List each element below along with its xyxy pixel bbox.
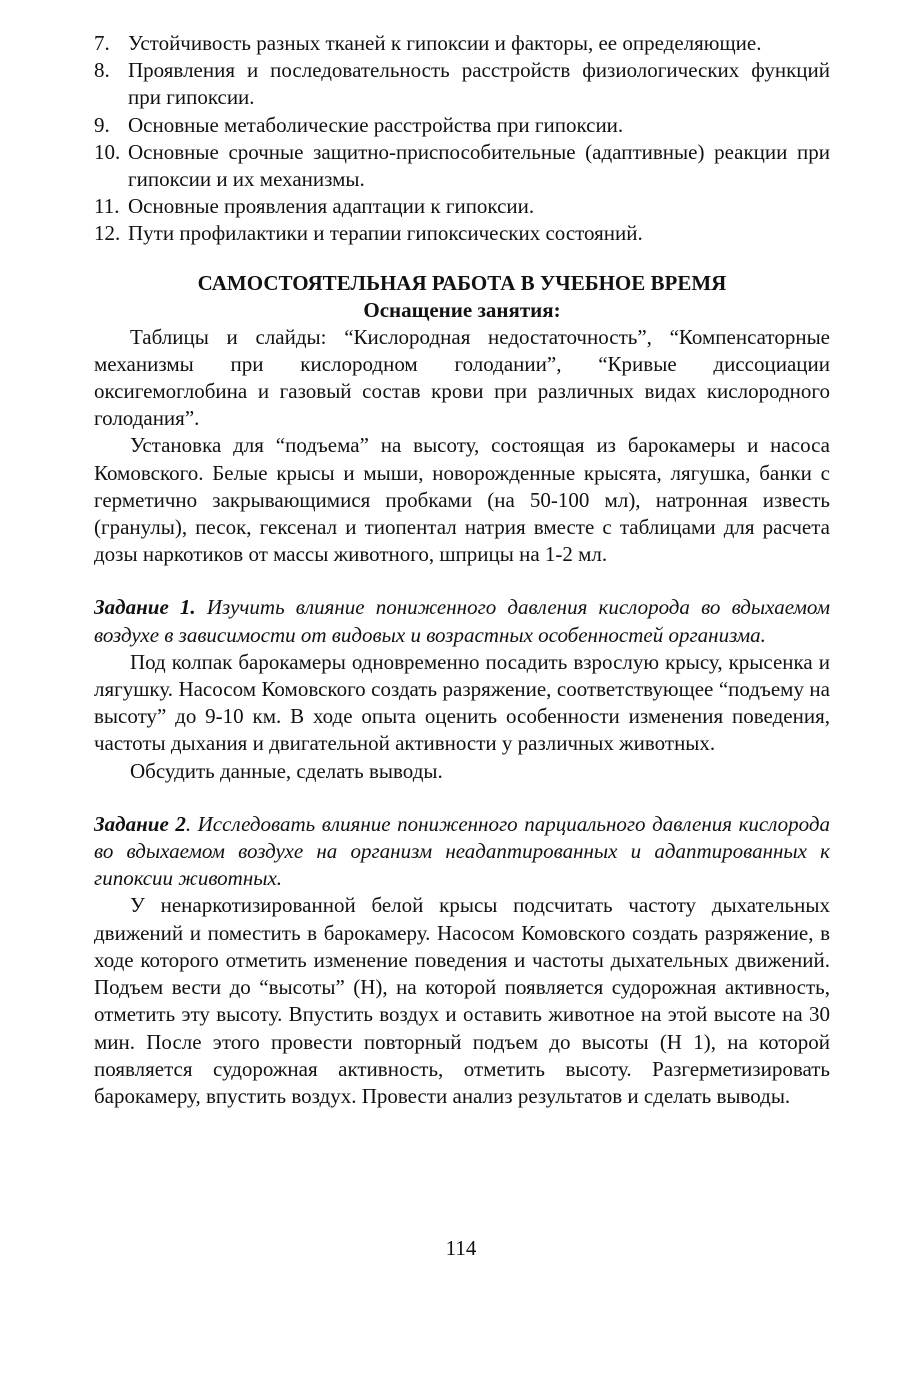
- task-paragraph: Обсудить данные, сделать выводы.: [130, 758, 443, 783]
- equipment-paragraph: Установка для “подъема” на высоту, состоящая из барокамеры и насоса Комовского. Белые крысы и мыши, новорожденные крысята, лягушка, банки с герметично закрывающимися пробками (на 50-100 мл), натронная известь (гранулы), песок, гексенал и тиопентал натрия вместе с таблицами для расчета дозы наркотиков от массы животного, шприцы на 1-2 мл.: [94, 433, 830, 567]
- list-item-number: 8.: [94, 58, 110, 83]
- task-1: [94, 594, 830, 784]
- task-heading: [94, 594, 830, 648]
- list-item: [94, 30, 830, 57]
- section-title: САМОСТОЯТЕЛЬНАЯ РАБОТА В УЧЕБНОЕ ВРЕМЯ: [197, 270, 727, 295]
- task-label: Задание 2: [94, 811, 186, 836]
- list-item-text: Проявления и последовательность расстройств физиологических функций при гипоксии.: [128, 58, 830, 110]
- equipment-paragraph: Таблицы и слайды: “Кислородная недостаточность”, “Компенсаторные механизмы при кислородном голодании”, “Кривые диссоциации оксигемоглобина и газовый состав крови при различных видах кислородного голодания”.: [94, 324, 830, 431]
- task-paragraph: У ненаркотизированной белой крысы подсчитать частоту дыхательных движений и поместить в барокамеру. Насосом Комовского создать разряжение, в ходе которого отметить изменение поведения и частоты дыхательных движений. Подъем вести до “высоты” (Н), на которой появляется судорожная активность, отметить эту высоту. Впустить воздух и оставить животное на этой высоте на 30 мин. После этого провести повторный подъем до высоты (Н 1), на которой появляется судорожная активность, отметить высоту. Разгерметизировать барокамеру, впустить воздух. Провести анализ результатов и сделать выводы.: [94, 893, 830, 1108]
- list-item-text: Основные проявления адаптации к гипоксии.: [128, 194, 535, 219]
- task-label: Задание 1.: [94, 595, 196, 620]
- list-item-number: 10.: [94, 139, 121, 164]
- task-2: [94, 811, 830, 1110]
- list-item: [94, 193, 830, 220]
- task-heading-text: Изучить влияние пониженного давления кислорода во вдыхаемом воздухе в зависимости от видовых и возрастных особенностей организма.: [94, 595, 830, 647]
- list-item-number: 11.: [94, 194, 120, 219]
- list-item: [94, 112, 830, 139]
- list-item-text: Основные срочные защитно-приспособительные (адаптивные) реакции при гипоксии и их механизмы.: [128, 139, 830, 192]
- section-subtitle: Оснащение занятия:: [363, 297, 561, 322]
- list-item: [94, 57, 830, 111]
- page-number: 114: [445, 1236, 477, 1260]
- list-item: [94, 139, 830, 193]
- list-item: [94, 220, 830, 247]
- task-heading-text: . Исследовать влияние пониженного парциального давления кислорода во вдыхаемом воздухе на организм неадаптированных и адаптированных к гипоксии животных.: [94, 811, 830, 891]
- page-content: [94, 30, 830, 1110]
- question-list: [94, 30, 830, 248]
- list-item-text: Устойчивость разных тканей к гипоксии и факторы, ее определяющие.: [128, 31, 762, 55]
- list-item-number: 9.: [94, 112, 110, 137]
- list-item-text: Пути профилактики и терапии гипоксических состояний.: [128, 221, 643, 246]
- task-paragraph: Под колпак барокамеры одновременно посадить взрослую крысу, крысенка и лягушку. Насосом Комовского создать разряжение, соответствующее “подъему на высоту” до 9-10 км. В ходе опыта оценить особенности изменения поведения, частоты дыхания и двигательной активности у различных животных.: [94, 649, 830, 756]
- list-item-number: 12.: [94, 221, 121, 246]
- list-item-number: 7.: [94, 31, 110, 55]
- list-item-text: Основные метаболические расстройства при гипоксии.: [128, 112, 624, 137]
- task-heading: [94, 811, 830, 893]
